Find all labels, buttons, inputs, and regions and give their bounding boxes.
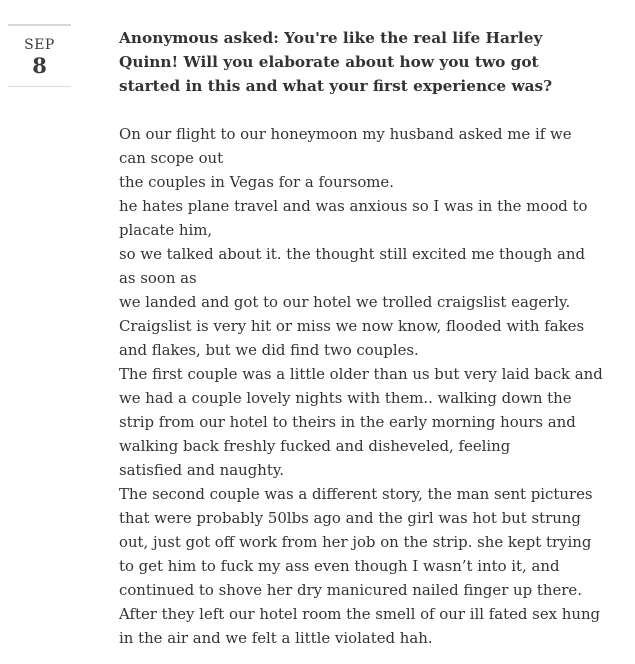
answer-line: Craigslist is very hit or miss we now know, flooded with fakes bbox=[119, 317, 585, 335]
answer-line: in the air and we felt a little violated hah. bbox=[119, 629, 433, 647]
date-day: 8 bbox=[32, 53, 47, 78]
answer-line: to get him to fuck my ass even though I wasn’t into it, and bbox=[119, 557, 560, 575]
answer-line: After they left our hotel room the smell of our ill fated sex hung bbox=[119, 605, 601, 623]
answer-line: out, just got off work from her job on the strip. she kept trying bbox=[119, 533, 592, 551]
answer-line: The second couple was a different story, the man sent pictures bbox=[119, 485, 593, 503]
answer-line: the couples in Vegas for a foursome. bbox=[119, 173, 394, 191]
answer-line: that were probably 50lbs ago and the girl was hot but strung bbox=[119, 509, 581, 527]
answer-line: continued to shove her dry manicured nailed finger up there. bbox=[119, 581, 582, 599]
answer-line: satisfied and naughty. bbox=[119, 461, 284, 479]
answer-line: placate him, bbox=[119, 221, 213, 239]
post-body bbox=[119, 26, 603, 650]
answer-line: and flakes, but we did find two couples. bbox=[119, 341, 419, 359]
answer-line: On our flight to our honeymoon my husband asked me if we bbox=[119, 125, 572, 143]
answer-line: we had a couple lovely nights with them.. walking down the bbox=[119, 389, 572, 407]
answer-line: he hates plane travel and was anxious so I was in the mood to bbox=[119, 197, 588, 215]
answer-line: we landed and got to our hotel we trolled craigslist eagerly. bbox=[119, 293, 571, 311]
answer-line: can scope out bbox=[119, 149, 224, 167]
answer-line: so we talked about it. the thought still excited me though and bbox=[119, 245, 586, 263]
answer-line: strip from our hotel to theirs in the early morning hours and bbox=[119, 413, 576, 431]
ask-question: Anonymous asked: You're like the real life Harley Quinn! Will you elaborate about how you two got started in this and what your first experience was? bbox=[119, 29, 553, 95]
answer-line: as soon as bbox=[119, 269, 197, 287]
answer-line: The first couple was a little older than us but very laid back and bbox=[119, 365, 603, 383]
date-month: SEP bbox=[24, 37, 55, 53]
post-date bbox=[8, 24, 71, 87]
answer-line: walking back freshly fucked and disheveled, feeling bbox=[119, 437, 511, 455]
answer-text bbox=[119, 122, 603, 650]
